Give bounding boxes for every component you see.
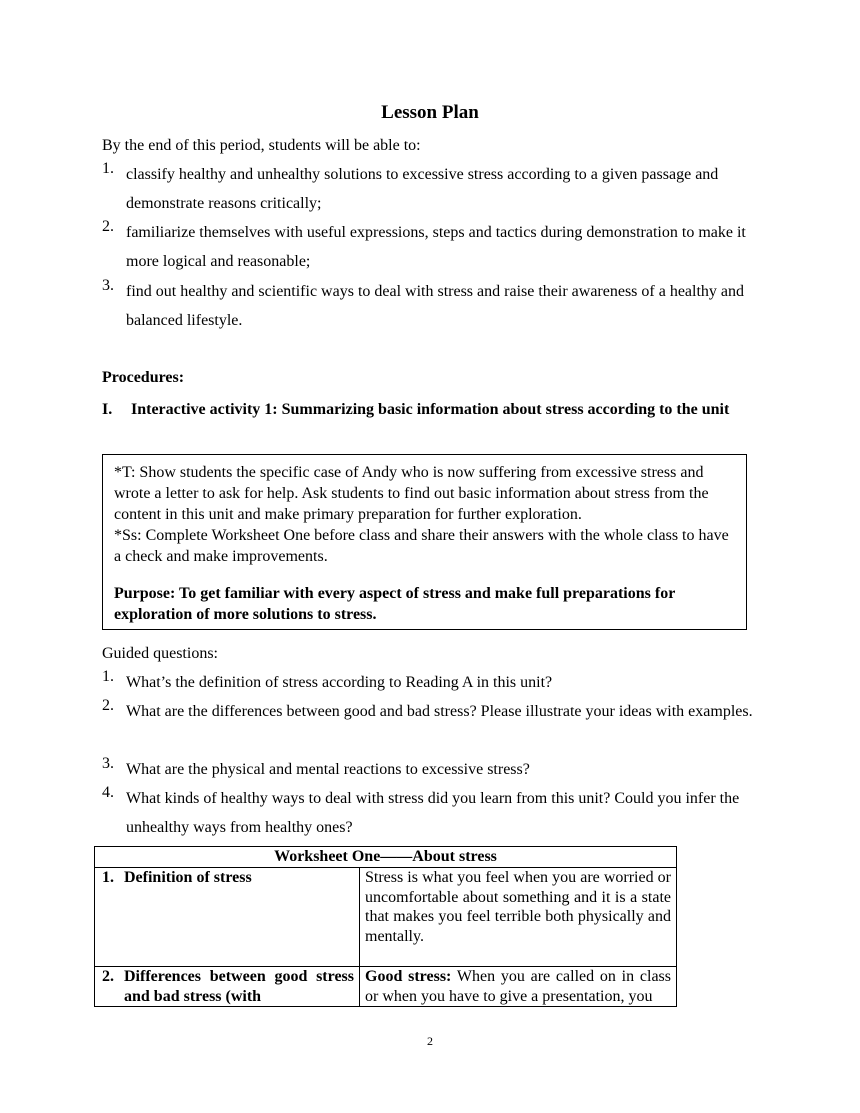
row-label: Definition of stress <box>124 869 252 886</box>
row-answer: Stress is what you feel when you are worried or uncomfortable about something and it is a state that makes you feel terrible both physically and mentally. <box>365 869 671 945</box>
student-instructions: *Ss: Complete Worksheet One before class and share their answers with the whole class to have a check and make improvements. <box>114 527 729 565</box>
guided-question <box>102 668 762 697</box>
question-text: What’s the definition of stress according to Reading A in this unit? <box>126 674 553 691</box>
page-number: 2 <box>427 1034 433 1048</box>
worksheet-table <box>94 846 677 1007</box>
row-label: Differences between good stress and bad stress (with <box>124 968 354 1005</box>
objective-text: familiarize themselves with useful expressions, steps and tactics during demonstration to make it more logical and reasonable; <box>126 224 746 270</box>
objective-text: classify healthy and unhealthy solutions to excessive stress according to a given passage and demonstrate reasons critically; <box>126 166 719 212</box>
row-number: 1. <box>102 869 114 886</box>
question-number: 1. <box>102 668 114 685</box>
guided-question <box>102 784 762 842</box>
purpose-statement: Purpose: To get familiar with every aspect of stress and make full preparations for exploration of more solutions to stress. <box>114 585 676 623</box>
table-row <box>95 868 677 967</box>
table-row <box>95 967 677 1007</box>
objective-number: 3. <box>102 277 114 294</box>
row-answer: When you are called on in class or when you have to give a presentation, you <box>365 968 672 1005</box>
question-text: What are the physical and mental reactions to excessive stress? <box>126 761 530 778</box>
guided-questions-heading: Guided questions: <box>102 645 218 662</box>
row-answer-cell <box>360 868 677 967</box>
row-number: 2. <box>102 968 114 985</box>
row-answer-cell <box>360 967 677 1007</box>
intro-text: By the end of this period, students will be able to: <box>102 137 421 154</box>
task-box <box>102 454 747 630</box>
question-text: What are the differences between good and bad stress? Please illustrate your ideas with examples. <box>126 703 753 720</box>
row-answer-lead: Good stress: <box>365 968 452 985</box>
guided-question <box>102 755 762 784</box>
objective-number: 1. <box>102 160 114 177</box>
section-numeral: I. <box>102 401 113 418</box>
question-number: 3. <box>102 755 114 772</box>
objective-text: find out healthy and scientific ways to deal with stress and raise their awareness of a healthy and balanced lifestyle. <box>126 283 745 329</box>
worksheet-title: Worksheet One——About stress <box>95 847 677 868</box>
objective-item <box>102 277 762 335</box>
guided-question <box>102 697 762 726</box>
row-label-cell <box>95 868 360 967</box>
teacher-instructions: *T: Show students the specific case of Andy who is now suffering from excessive stress and wrote a letter to ask for help. Ask students to find out basic information about stress from the content in this unit and make primary preparation for further exploration. <box>114 464 709 523</box>
objective-item <box>102 218 762 276</box>
section-title: Interactive activity 1: Summarizing basic information about stress according to the unit <box>131 401 730 418</box>
row-label-cell <box>95 967 360 1007</box>
question-text: What kinds of healthy ways to deal with stress did you learn from this unit? Could you infer the unhealthy ways from healthy ones? <box>126 790 740 836</box>
procedures-heading: Procedures: <box>102 369 185 386</box>
objective-item <box>102 160 762 218</box>
page-title: Lesson Plan <box>381 102 479 123</box>
question-number: 2. <box>102 697 114 714</box>
question-number: 4. <box>102 784 114 801</box>
section-heading <box>102 395 752 424</box>
objective-number: 2. <box>102 218 114 235</box>
